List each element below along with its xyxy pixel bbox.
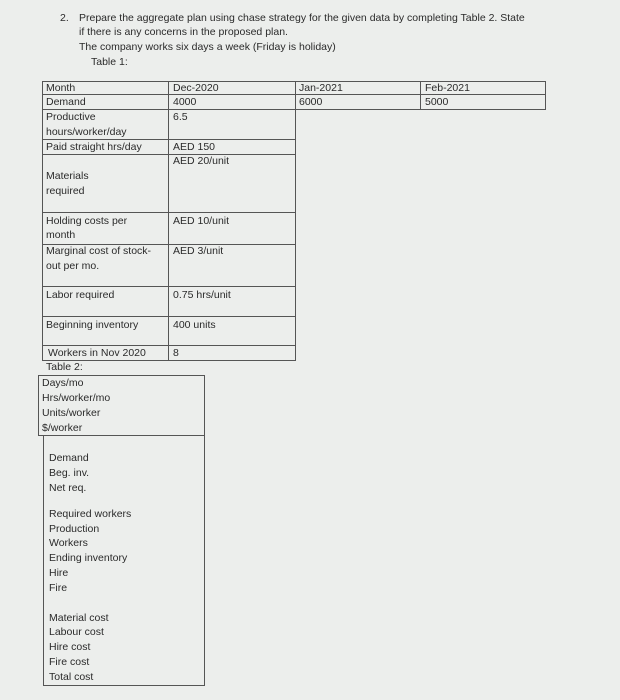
t1-label-stockout-1: Marginal cost of stock- bbox=[46, 245, 152, 257]
t2-hrs: Hrs/worker/mo bbox=[42, 392, 111, 404]
t2-hire-cost: Hire cost bbox=[49, 641, 91, 653]
t1-label-holding-1: Holding costs per bbox=[46, 215, 128, 227]
question-line-3: The company works six days a week (Friday is holiday) bbox=[79, 41, 336, 53]
t1-label-stockout-2: out per mo. bbox=[46, 260, 100, 272]
t2-net-req: Net req. bbox=[49, 482, 87, 494]
t2-units: Units/worker bbox=[42, 407, 101, 419]
t2-fire-cost: Fire cost bbox=[49, 656, 90, 668]
t2-total-cost: Total cost bbox=[49, 671, 94, 683]
t2-workers: Workers bbox=[49, 537, 88, 549]
t1-dec-materials: AED 20/unit bbox=[173, 155, 230, 167]
t1-feb-month: Feb-2021 bbox=[425, 82, 470, 94]
t1-dec-stockout: AED 3/unit bbox=[173, 245, 224, 257]
table2-caption: Table 2: bbox=[46, 361, 83, 373]
t1-dec-holding: AED 10/unit bbox=[173, 215, 230, 227]
t1-dec-month: Dec-2020 bbox=[173, 82, 219, 94]
t1-dec-paid: AED 150 bbox=[173, 141, 216, 153]
t1-label-demand: Demand bbox=[46, 96, 86, 108]
question-number: 2. bbox=[60, 12, 69, 24]
t2-ending-inventory: Ending inventory bbox=[49, 552, 128, 564]
t1-label-materials-1: Materials bbox=[46, 170, 89, 182]
t1-label-materials-2: required bbox=[46, 185, 85, 197]
t1-dec-productive: 6.5 bbox=[173, 111, 188, 123]
t1-label-workers: Workers in Nov 2020 bbox=[48, 347, 146, 359]
t1-label-productive-2: hours/worker/day bbox=[46, 126, 127, 138]
t1-dec-beginning: 400 units bbox=[173, 319, 216, 331]
t1-feb-demand: 5000 bbox=[425, 96, 449, 108]
t2-required-workers: Required workers bbox=[49, 508, 132, 520]
t1-label-month: Month bbox=[46, 82, 76, 94]
table1-caption: Table 1: bbox=[91, 56, 128, 68]
t1-label-productive-1: Productive bbox=[46, 111, 96, 123]
t1-jan-month: Jan-2021 bbox=[299, 82, 343, 94]
t1-dec-workers: 8 bbox=[173, 347, 179, 359]
t2-labour-cost: Labour cost bbox=[49, 626, 104, 638]
t2-days: Days/mo bbox=[42, 377, 84, 389]
t1-label-holding-2: month bbox=[46, 229, 76, 241]
t1-dec-labor: 0.75 hrs/unit bbox=[173, 289, 231, 301]
question-line-2: if there is any concerns in the proposed plan. bbox=[79, 26, 288, 38]
t1-label-beginning: Beginning inventory bbox=[46, 319, 139, 331]
t2-material-cost: Material cost bbox=[49, 612, 109, 624]
t1-label-labor: Labor required bbox=[46, 289, 115, 301]
t2-production: Production bbox=[49, 523, 100, 535]
t2-fire: Fire bbox=[49, 582, 68, 594]
t2-dollar-worker: $/worker bbox=[42, 422, 83, 434]
t1-label-paid: Paid straight hrs/day bbox=[46, 141, 142, 153]
t2-demand: Demand bbox=[49, 452, 89, 464]
t1-dec-demand: 4000 bbox=[173, 96, 197, 108]
t1-jan-demand: 6000 bbox=[299, 96, 323, 108]
t2-hire: Hire bbox=[49, 567, 69, 579]
t2-beg-inv: Beg. inv. bbox=[49, 467, 90, 479]
question-line-1: Prepare the aggregate plan using chase strategy for the given data by completing Table 2. State bbox=[79, 12, 525, 24]
